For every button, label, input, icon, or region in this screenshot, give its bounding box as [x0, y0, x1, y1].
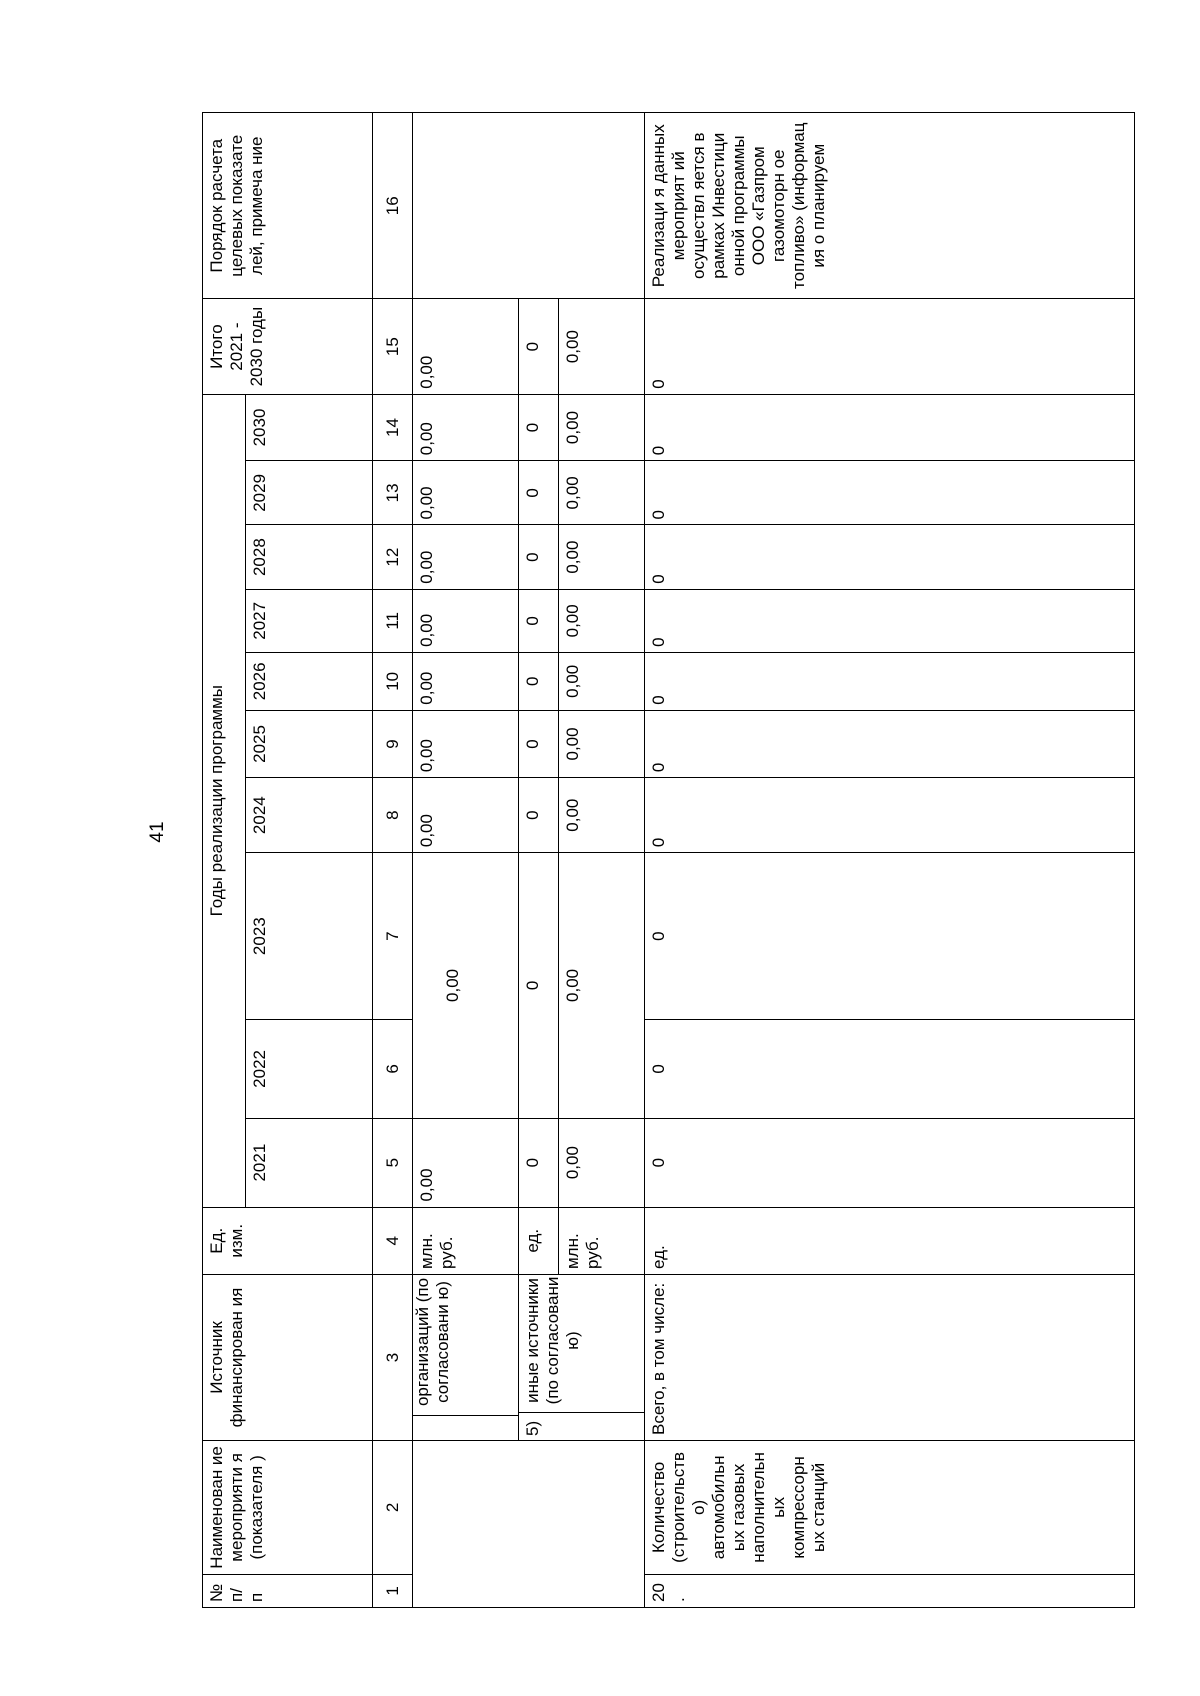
index-cell: 13 [373, 461, 413, 525]
row-other-units-2022-2023: 0 [519, 853, 559, 1119]
row-20-total: 0 [645, 299, 1135, 394]
row-other-source-cell [519, 1275, 645, 1441]
row-other-units-2024: 0 [519, 778, 559, 853]
row-org-2025: 0,00 [413, 710, 519, 777]
row-other-money-2029: 0,00 [559, 461, 645, 525]
row-org-note-empty [413, 113, 645, 299]
row-other-money-2024: 0,00 [559, 778, 645, 853]
header-unit: Ед. изм. [203, 1207, 373, 1274]
index-cell: 7 [373, 853, 413, 1020]
year-2030: 2030 [246, 394, 373, 461]
row-org-empty [413, 1440, 645, 1607]
row-20-2030: 0 [645, 394, 1135, 461]
row-other-money-total: 0,00 [559, 299, 645, 394]
row-20-2021: 0 [645, 1118, 1135, 1207]
index-cell: 2 [373, 1440, 413, 1574]
row-org-source: организаций (по согласовани ю) [413, 1277, 452, 1407]
row-20-unit: ед. [645, 1207, 1135, 1274]
rotated-table-container [202, 112, 1134, 1608]
year-2026: 2026 [246, 652, 373, 710]
header-note: Порядок расчета целевых показате лей, примеча ние [203, 113, 373, 299]
index-cell: 3 [373, 1275, 413, 1441]
page-number: 41 [147, 821, 168, 843]
header-row-1 [203, 113, 246, 1608]
row-other-money-2028: 0,00 [559, 525, 645, 589]
index-cell: 4 [373, 1207, 413, 1274]
row-org-2024: 0,00 [413, 778, 519, 853]
row-other-units-unit: ед. [519, 1207, 559, 1274]
row-other-units-2027: 0 [519, 589, 559, 652]
row-other-money-2027: 0,00 [559, 589, 645, 652]
row-other-money-2022-2023: 0,00 [559, 853, 645, 1119]
index-cell: 10 [373, 652, 413, 710]
row-org-2030: 0,00 [413, 394, 519, 461]
row-other-units-2030: 0 [519, 394, 559, 461]
row-other-units [519, 113, 559, 1608]
year-2029: 2029 [246, 461, 373, 525]
row-20-2024: 0 [645, 778, 1135, 853]
year-2021: 2021 [246, 1118, 373, 1207]
index-cell: 5 [373, 1118, 413, 1207]
row-20-2022: 0 [645, 1020, 1135, 1119]
index-cell: 9 [373, 710, 413, 777]
row-20-2027: 0 [645, 589, 1135, 652]
row-20-note: Реализаци я данных мероприят ий осуществл яется в рамках Инвестици онной программы ООО «Газпром газомоторн ое топливо» (информац ия о планируем [645, 113, 1135, 299]
index-cell: 8 [373, 778, 413, 853]
row-other-money-2025: 0,00 [559, 710, 645, 777]
row-other-units-2029: 0 [519, 461, 559, 525]
row-org-2029: 0,00 [413, 461, 519, 525]
row-20-2028: 0 [645, 525, 1135, 589]
header-name: Наименован ие мероприяти я (показателя ) [203, 1440, 373, 1574]
year-2022: 2022 [246, 1020, 373, 1119]
header-years-group: Годы реализации программы [203, 394, 246, 1207]
header-total: Итого 2021 - 2030 годы [203, 299, 373, 394]
row-other-money-2026: 0,00 [559, 652, 645, 710]
row-org-2028: 0,00 [413, 525, 519, 589]
row-org-2027: 0,00 [413, 589, 519, 652]
index-cell: 15 [373, 299, 413, 394]
row-other-units-2026: 0 [519, 652, 559, 710]
year-2028: 2028 [246, 525, 373, 589]
header-num: № п/п [203, 1574, 373, 1607]
index-row [373, 113, 413, 1608]
financing-table [202, 112, 1135, 1608]
row-other-source: иные источники (по согласовани ю) [523, 1276, 582, 1405]
row-other-money-unit: млн. руб. [559, 1207, 645, 1274]
index-cell: 14 [373, 394, 413, 461]
row-org-2022-2023: 0,00 [413, 853, 519, 1119]
row-20-2023: 0 [645, 853, 1135, 1020]
index-cell: 1 [373, 1574, 413, 1607]
row-item-20 [645, 113, 1135, 1608]
row-other-units-2028: 0 [519, 525, 559, 589]
year-2027: 2027 [246, 589, 373, 652]
row-org-2021: 0,00 [413, 1118, 519, 1207]
row-org-unit: млн. руб. [413, 1207, 519, 1274]
row-org-source-cell [413, 1275, 519, 1441]
year-2023: 2023 [246, 853, 373, 1020]
index-cell: 11 [373, 589, 413, 652]
index-cell: 6 [373, 1020, 413, 1119]
header-source: Источник финансирован ия [203, 1275, 373, 1441]
index-cell: 12 [373, 525, 413, 589]
row-other-units-total: 0 [519, 299, 559, 394]
row-other-label: 5) [519, 1412, 644, 1440]
row-20-2029: 0 [645, 461, 1135, 525]
row-other-money-2021: 0,00 [559, 1118, 645, 1207]
row-20-num: 20. [645, 1574, 1135, 1607]
row-other-units-2021: 0 [519, 1118, 559, 1207]
row-20-2026: 0 [645, 652, 1135, 710]
index-cell: 16 [373, 113, 413, 299]
row-other-money-2030: 0,00 [559, 394, 645, 461]
row-20-source: Всего, в том числе: [645, 1275, 1135, 1441]
row-org-total: 0,00 [413, 299, 519, 394]
row-org [413, 113, 519, 1608]
row-20-2025: 0 [645, 710, 1135, 777]
row-20-name: Количество (строительств о) автомобильн ых газовых наполнительн ых компрессорн ых станций [645, 1440, 1135, 1574]
year-2025: 2025 [246, 710, 373, 777]
row-org-2026: 0,00 [413, 652, 519, 710]
row-other-units-2025: 0 [519, 710, 559, 777]
year-2024: 2024 [246, 778, 373, 853]
